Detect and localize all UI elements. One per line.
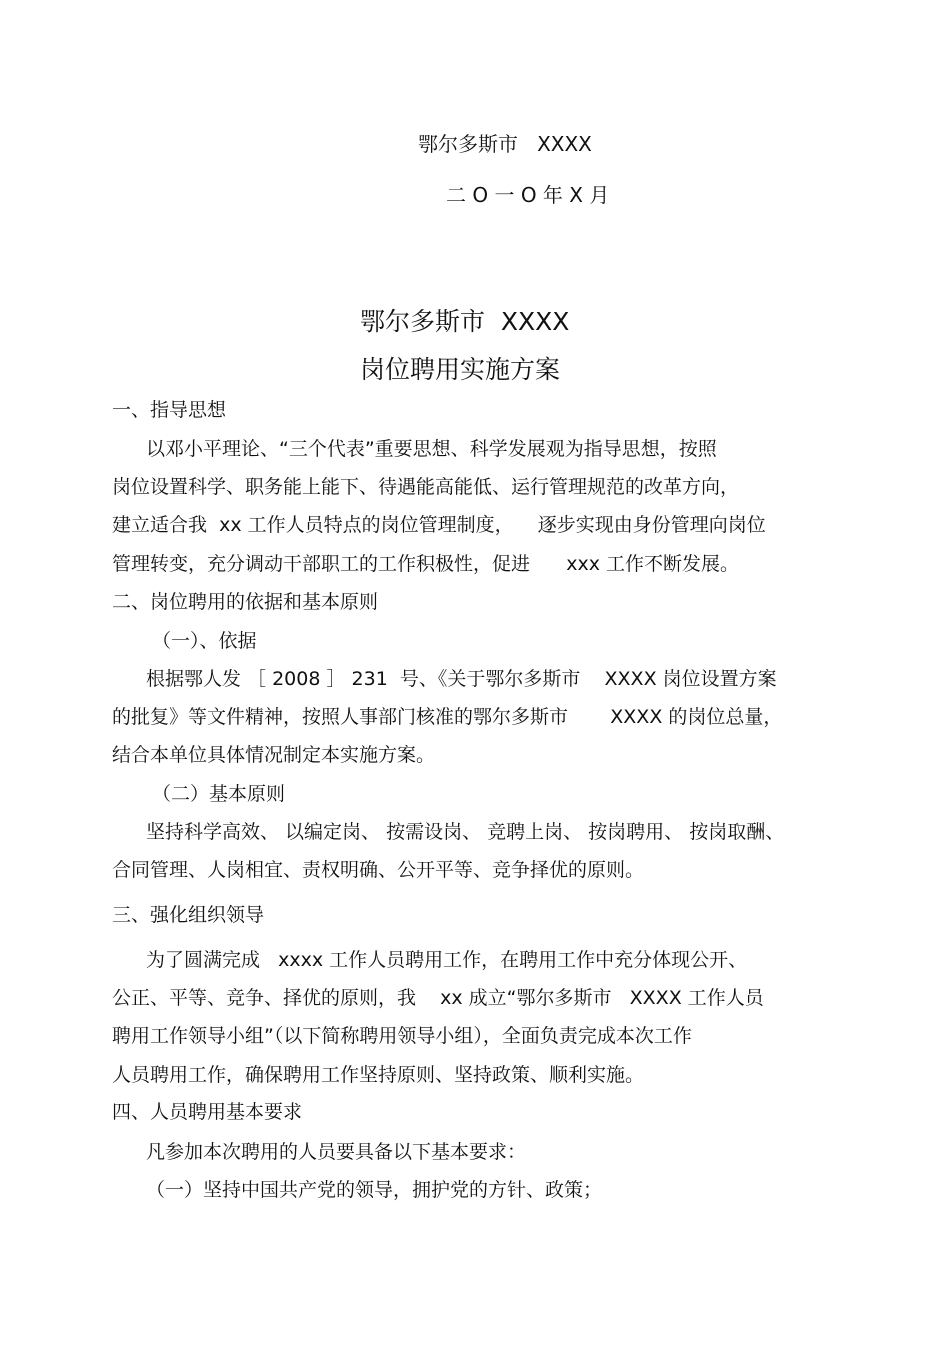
section-heading-3: 三、强化组织领导 [112,904,265,926]
doc-title-line2: 岗位聘用实施方案 [360,355,561,384]
subsection-heading: （二）基本原则 [152,783,286,805]
paragraph-line: 合同管理、人岗相宜、责权明确、公开平等、竞争择优的原则。 [112,859,645,881]
paragraph-line: 结合本单位具体情况制定本实施方案。 [112,744,436,766]
cover-org: 鄂尔多斯市 XXXX [418,132,592,156]
paragraph-line: 为了圆满完成 xxxx 工作人员聘用工作，在聘用工作中充分体现公开、 [146,949,748,971]
section-heading-2: 二、岗位聘用的依据和基本原则 [112,591,379,613]
paragraph-line: 以邓小平理论、“三个代表”重要思想、科学发展观为指导思想，按照 [146,438,717,460]
doc-title-line1: 鄂尔多斯市 XXXX [360,307,570,336]
paragraph-line: 坚持科学高效、 以编定岗、 按需设岗、 竞聘上岗、 按岗聘用、 按岗取酬、 [146,821,785,843]
paragraph-line: 岗位设置科学、职务能上能下、待遇能高能低、运行管理规范的改革方向， [112,476,740,498]
paragraph-line: 人员聘用工作，确保聘用工作坚持原则、坚持政策、顺利实施。 [112,1064,645,1086]
section-heading-4: 四、人员聘用基本要求 [112,1101,303,1123]
paragraph-line: 聘用工作领导小组”（以下简称聘用领导小组），全面负责完成本次工作 [112,1025,692,1047]
paragraph-line: 凡参加本次聘用的人员要具备以下基本要求： [146,1141,527,1163]
paragraph-line: 管理转变，充分调动干部职工的工作积极性，促进 xxx 工作不断发展。 [112,553,740,575]
cover-date: 二 O 一 O 年 X 月 [446,183,610,207]
paragraph-line: 公正、平等、竞争、择优的原则，我 xx 成立“鄂尔多斯市 XXXX 工作人员 [112,987,764,1009]
section-heading-1: 一、指导思想 [112,399,227,421]
paragraph-line: 的批复》等文件精神，按照人事部门核准的鄂尔多斯市 XXXX 的岗位总量， [112,706,783,728]
paragraph-line: 根据鄂人发 ［ 2008 ］ 231 号、《关于鄂尔多斯市 XXXX 岗位设置方案 [146,668,777,690]
paragraph-line: 建立适合我 xx 工作人员特点的岗位管理制度， 逐步实现由身份管理向岗位 [112,514,766,536]
list-item: （一）坚持中国共产党的领导，拥护党的方针、政策； [146,1179,603,1201]
subsection-heading: （一）、依据 [152,630,257,652]
